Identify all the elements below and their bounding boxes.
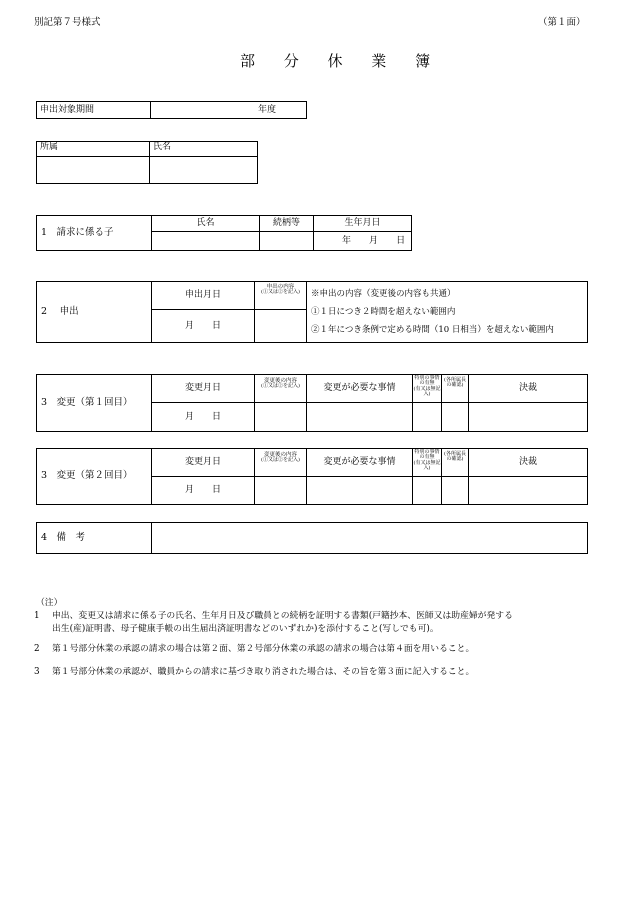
- application-option-2: ②１年につき条例で定める時間（10 日相当）を超えない範囲内: [311, 325, 554, 335]
- section3a-label: 3 変更（第１回目）: [37, 375, 152, 432]
- change2-confirm-field[interactable]: [442, 477, 469, 505]
- section1-table: [36, 215, 412, 251]
- application-content-sub: (①又は②を記入): [261, 289, 300, 296]
- child-name-field[interactable]: [152, 232, 260, 251]
- change2-date-field[interactable]: [152, 477, 255, 505]
- note-text: 第１号部分休業の承認が、職員からの請求に基づき取り消された場合は、その旨を第３面に記入すること。: [52, 667, 475, 677]
- form-number: 別記第７号様式: [34, 17, 101, 28]
- change2-reason-field[interactable]: [307, 477, 413, 505]
- change1-content-title: 変更後の内容: [263, 378, 297, 384]
- application-content-title: 申出の内容: [266, 284, 295, 290]
- section4-table: [36, 522, 588, 554]
- application-content-field[interactable]: [255, 310, 307, 343]
- change1-content-sub: (①又は②を記入): [261, 383, 300, 390]
- page-title: 部 分 休 業 簿: [240, 52, 443, 70]
- note-item-2: [34, 643, 594, 657]
- note-item-3: [34, 666, 594, 680]
- change1-date-header: 変更月日: [152, 375, 255, 403]
- period-fiscal-year-field[interactable]: [151, 102, 307, 119]
- change2-special-header: [413, 449, 442, 477]
- change1-reason-field[interactable]: [307, 403, 413, 432]
- change1-day: 日: [212, 411, 222, 422]
- application-content-header: [255, 282, 307, 310]
- relation-field[interactable]: [260, 232, 314, 251]
- name-field[interactable]: [150, 157, 258, 184]
- dept-label: 所属: [37, 142, 150, 157]
- application-day: 日: [212, 320, 222, 331]
- note-line: 出生(産)証明書、母子健康手帳の出生届出済証明書などのいずれか)を添付すること(写しでも可)。: [52, 624, 439, 634]
- change2-month: 月: [184, 485, 194, 496]
- change2-content-header: [255, 449, 307, 477]
- change2-content-sub: (①又は②を記入): [261, 457, 300, 464]
- affiliation-table: [36, 141, 258, 184]
- relation-header: 続柄等: [260, 216, 314, 232]
- change1-content-header: [255, 375, 307, 403]
- change2-date-header: 変更月日: [152, 449, 255, 477]
- period-table: [36, 101, 307, 119]
- remarks-field[interactable]: [152, 523, 588, 554]
- change1-confirm-field[interactable]: [442, 403, 469, 432]
- note-number: 2: [34, 644, 40, 654]
- name-label: 氏名: [150, 142, 258, 157]
- notes-heading: （注）: [36, 598, 63, 608]
- change1-confirm-header: (各所属長の確認): [442, 375, 469, 403]
- dept-field[interactable]: [37, 157, 150, 184]
- change1-content-field[interactable]: [255, 403, 307, 432]
- section2-table: [36, 281, 588, 343]
- change2-decision-header: 決裁: [469, 449, 588, 477]
- change1-special-sub: (有又は無記入): [413, 385, 441, 397]
- section2-label: 2 申出: [37, 282, 152, 343]
- application-note-cell: [307, 282, 588, 343]
- note-text: 第１号部分休業の承認の請求の場合は第２面、第２号部分休業の承認の請求の場合は第４面を用いること。: [52, 644, 475, 654]
- change1-reason-header: 変更が必要な事情: [307, 375, 413, 403]
- change2-confirm-header: (各所属長の確認): [442, 449, 469, 477]
- birth-header: 生年月日: [314, 216, 412, 232]
- birth-day: 日: [396, 235, 406, 246]
- change2-special-field[interactable]: [413, 477, 442, 505]
- section1-label: 1 請求に係る子: [37, 216, 152, 251]
- application-month: 月: [184, 320, 194, 331]
- change1-special-header: [413, 375, 442, 403]
- page-label: （第１面）: [538, 17, 586, 28]
- change1-special-title: 特別の事情の有無: [414, 375, 440, 387]
- child-name-header: 氏名: [152, 216, 260, 232]
- section3b-label: 3 変更（第２回目）: [37, 449, 152, 505]
- change1-decision-header: 決裁: [469, 375, 588, 403]
- note-number: 1: [34, 611, 40, 621]
- application-date-header: 申出月日: [152, 282, 255, 310]
- note-item-1: [34, 610, 594, 638]
- birth-month: 月: [369, 235, 379, 246]
- birth-year: 年: [342, 235, 352, 246]
- application-note-title: ※申出の内容（変更後の内容も共通）: [311, 289, 456, 299]
- application-date-field[interactable]: [152, 310, 255, 343]
- application-option-1: ①１日につき２時間を超えない範囲内: [311, 307, 456, 317]
- change2-reason-header: 変更が必要な事情: [307, 449, 413, 477]
- change1-special-field[interactable]: [413, 403, 442, 432]
- change1-date-field[interactable]: [152, 403, 255, 432]
- note-number: 3: [34, 667, 40, 677]
- change1-decision-field[interactable]: [469, 403, 588, 432]
- section3b-table: [36, 448, 588, 505]
- birth-field[interactable]: [314, 232, 412, 251]
- change2-decision-field[interactable]: [469, 477, 588, 505]
- change2-day: 日: [212, 485, 222, 496]
- note-line: 申出、変更又は請求に係る子の氏名、生年月日及び職員との続柄を証明する書類(戸籍抄本、医師又は助産婦が発する: [52, 611, 513, 621]
- section4-label: 4 備 考: [37, 523, 152, 554]
- section3a-table: [36, 374, 588, 432]
- note-text: [52, 610, 597, 636]
- change2-special-title: 特別の事情の有無: [414, 449, 440, 461]
- period-unit: 年度: [257, 104, 276, 115]
- change2-special-sub: (有又は無記入): [413, 459, 441, 471]
- change1-month: 月: [184, 411, 194, 422]
- change2-content-title: 変更後の内容: [263, 452, 297, 458]
- change2-content-field[interactable]: [255, 477, 307, 505]
- period-label: 申出対象期間: [37, 102, 151, 119]
